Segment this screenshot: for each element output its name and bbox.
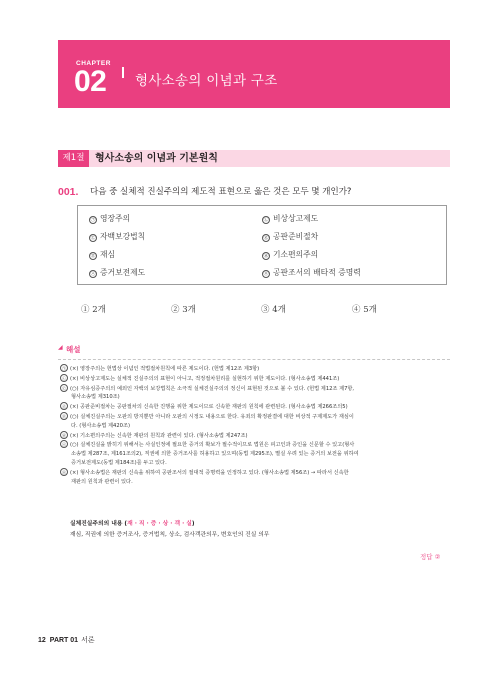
question-item: ㉣ 공판준비절차 (263, 232, 319, 241)
explanation-line: ㉡ (×) 비상상고제도는 실체적 진실주의의 표현이 아니고, 적정절차원리를 실현하기 위한 제도이다. (형사소송법 제441조) (62, 375, 340, 382)
chapter-label: CHAPTER (76, 60, 111, 67)
chapter-divider (122, 67, 124, 78)
summary-body: 재심, 직권에 의한 증거조사, 증거법칙, 상소, 검사객관의무, 변호인의 진실 의무 (70, 532, 270, 538)
explanation-line: 소송법 제287조, 제161조의2), 직권에 의한 증거조사를 허용하고 있으며(동법 제295조), 멸실 우려 있는 증거의 보전을 위하여 (71, 451, 359, 458)
item-mark: ㉢ (90, 235, 96, 241)
correct-answer (420, 552, 440, 561)
part-label: PART 01 (49, 637, 79, 644)
answer-value: ② (434, 553, 441, 561)
line-mark: ㉦ (62, 442, 66, 448)
question-item: ㉧ 공판조서의 배타적 증명력 (263, 268, 361, 277)
item-mark: ㉤ (90, 253, 96, 259)
answer-option-2[interactable]: ② 3개 (171, 305, 196, 315)
item-mark: ㉦ (90, 271, 96, 277)
chapter-title: 형사소송의 이념과 구조 (135, 73, 278, 89)
question-item: ㉢ 자백보강법칙 (90, 232, 146, 241)
explanation-line: 형사소송법 제310조) (71, 394, 120, 401)
line-mark: ㉤ (62, 413, 66, 419)
page-footer (38, 635, 95, 645)
line-mark: ㉥ (62, 432, 66, 438)
item-mark: ㉠ (90, 217, 96, 223)
explanation-line: ㉧ (×) 형사소송법은 재판의 신속을 위하여 공판조서의 절대적 증명력을 인정하고 있다. (형사소송법 제56조) → 따라서 신속한 (62, 469, 349, 476)
section-tag: 제1절 (58, 150, 89, 167)
page-number: 12 (38, 637, 46, 644)
explanation-line: ㉦ (○) 실체진실을 밝히기 위해서는 사실인정에 필요한 증거의 확보가 필수적이므로 법원은 피고인과 증인을 신문할 수 있고(형사 (62, 442, 355, 449)
section-title: 형사소송의 이념과 기본원칙 (95, 153, 218, 164)
summary-title: 실체진실주의의 내용 (재 · 직 · 증 · 상 · 객 · 실) (70, 521, 195, 527)
line-mark: ㉢ (62, 385, 66, 391)
explanation-line: ㉥ (×) 기소편의주의는 신속한 재판의 원칙과 관련이 있다. (형사소송법 제247조) (62, 432, 248, 439)
bookmark-icon: ◢ (58, 344, 63, 351)
line-mark: ㉠ (62, 366, 66, 371)
line-mark: ㉣ (62, 404, 66, 410)
chapter-number: 02 (74, 65, 107, 98)
answer-option-1[interactable]: ① 2개 (81, 305, 106, 315)
explanation-line: ㉠ (×) 영장주의는 헌법상 이념인 적법절차원칙에 따른 제도이다. (헌법 제12조 제3항) (62, 366, 260, 372)
answer-option-4[interactable]: ④ 5개 (352, 305, 377, 315)
answer-label: 정답 (420, 553, 433, 561)
line-mark: ㉡ (62, 375, 66, 381)
item-mark: ㉣ (263, 235, 269, 241)
item-mark: ㉥ (263, 253, 269, 259)
question-item: ㉦ 증거보전제도 (90, 268, 146, 277)
line-mark: ㉧ (62, 469, 66, 475)
explanation-body (60, 364, 448, 486)
answer-option-3[interactable]: ③ 4개 (261, 305, 286, 315)
explanation-line: 증거보전제도(동법 제184조)를 두고 있다. (71, 459, 167, 466)
item-mark: ㉧ (263, 271, 269, 277)
explanation-line: 재판의 원칙과 관련이 있다. (71, 478, 133, 485)
explanation-line: ㉤ (○) 실체진실주의는 오판의 방지뿐만 아니라 오판의 시정도 내용으로 한다. 유죄의 확정판결에 대한 비상적 구제제도가 재심이 (62, 413, 354, 420)
question-text: 다음 중 실체적 진실주의의 제도적 표현으로 옳은 것은 모두 몇 개인가? (90, 187, 352, 197)
explanation-line: 다. (형사소송법 제420조) (71, 422, 130, 429)
item-mark: ㉡ (263, 217, 269, 223)
explanation-label: 해설 (66, 345, 81, 354)
explanation-line: ㉣ (×) 공판준비절차는 공판절차의 신속한 진행을 위한 제도이므로 신속한 재판의 원칙에 관련된다. (형사소송법 제266조의5) (62, 404, 348, 411)
question-item: ㉡ 비상상고제도 (263, 214, 319, 223)
question-item: ㉠ 영장주의 (90, 214, 131, 223)
question-number: 001. (58, 186, 79, 198)
question-item: ㉤ 재심 (90, 250, 116, 259)
part-section: 서론 (81, 637, 95, 644)
explanation-divider (58, 359, 450, 360)
explanation-line: ㉢ (○) 자유심증주의의 예외인 자백의 보강법칙은 소극적 실체진실주의의 정신이 표현된 것으로 볼 수 있다. (헌법 제12조 제7항, (62, 385, 355, 392)
question-item: ㉥ 기소편의주의 (263, 250, 319, 259)
